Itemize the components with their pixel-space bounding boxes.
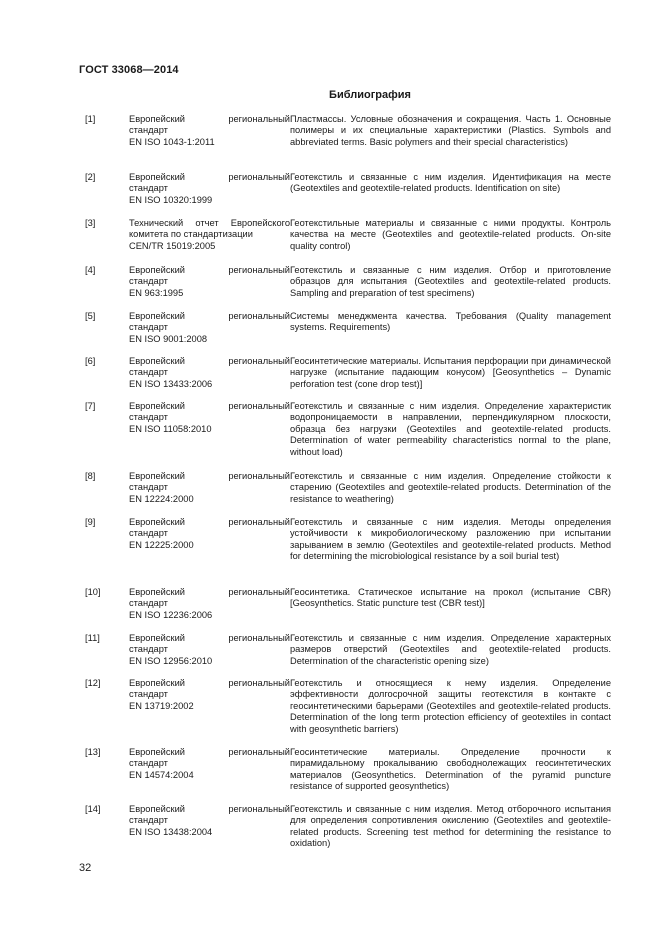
standard-info [129, 401, 290, 471]
standard-info [129, 747, 290, 804]
entry-description: Геотекстиль и относящиеся к нему изделия. Определение эффективности долгосрочной защиты геотекстиля в контакте с геосинтетическими барьерами (Geotextiles and geotextile-related products. Determination of the long term protection efficiency of geotextiles in contact with geosynthetic barriers) [290, 678, 611, 734]
standard-info [129, 356, 290, 401]
bibliography-entry [79, 401, 611, 471]
standard-code: EN 14574:2004 [129, 769, 194, 780]
entry-description: Геотекстиль и связанные с ним изделия. Определение стойкости к старению (Geotextiles and geotextile-related products. Determination of the resistance to weathering) [290, 471, 611, 504]
standard-code: CEN/TR 15019:2005 [129, 240, 216, 251]
standard-type: Европейский региональный стандарт [129, 356, 290, 378]
standard-info [129, 471, 290, 517]
bibliography-entry [79, 471, 611, 517]
standard-info [129, 804, 290, 856]
standard-info [129, 265, 290, 311]
entry-number: [9] [85, 517, 96, 527]
bibliography-list [79, 114, 611, 856]
entry-description: Геосинтетические материалы. Испытания перфорации при динамической нагрузке (испытание падающим конусом) [Geosynthetics – Dynamic perforation test (cone drop test)] [290, 356, 611, 389]
standard-type: Европейский региональный стандарт [129, 678, 290, 700]
entry-description: Геотекстиль и связанные с ним изделия. Определение характеристик водопроницаемости в направлении, перпендикулярном плоскости, образца без нагрузки (Geotextiles and geotextile-related products. Determination of water permeability characteristics normal to the plane, without load) [290, 401, 611, 457]
bibliography-entry [79, 804, 611, 856]
entry-number: [1] [85, 114, 96, 124]
standard-code: EN 12224:2000 [129, 493, 194, 504]
standard-type: Европейский региональный стандарт [129, 311, 290, 333]
standard-code: EN ISO 13438:2004 [129, 826, 213, 837]
standard-info [129, 678, 290, 747]
entry-description: Геотекстиль и связанные с ним изделия. Идентификация на месте (Geotextiles and geotextile-related products. Identification on site) [290, 172, 611, 194]
standard-code: EN ISO 10320:1999 [129, 194, 213, 205]
standard-code: EN 13719:2002 [129, 700, 194, 711]
entry-description: Геотекстиль и связанные с ним изделия. Отбор и приготовление образцов для испытания (Geotextiles and geotextile-related products. Sampling and preparation of test specimens) [290, 265, 611, 298]
standard-code: EN ISO 13433:2006 [129, 378, 213, 389]
entry-number: [3] [85, 218, 96, 228]
bibliography-entry [79, 356, 611, 401]
standard-code: EN ISO 12956:2010 [129, 655, 213, 666]
bibliography-entry [79, 265, 611, 311]
page-number: 32 [79, 862, 92, 874]
standard-info [129, 218, 290, 265]
standard-type: Европейский региональный стандарт [129, 633, 290, 655]
document-id: ГОСТ 33068—2014 [79, 64, 179, 76]
entry-number: [5] [85, 311, 96, 321]
standard-info [129, 633, 290, 678]
entry-number: [4] [85, 265, 96, 275]
entry-description: Геотекстиль и связанные с ним изделия. Определение характерных размеров отверстий (Geotextiles and geotextile-related products. Determination of the characteristic opening size) [290, 633, 611, 666]
bibliography-entry [79, 311, 611, 356]
standard-type: Европейский региональный стандарт [129, 747, 290, 769]
standard-type: Европейский региональный стандарт [129, 471, 290, 493]
standard-code: EN ISO 1043-1:2011 [129, 136, 215, 147]
bibliography-entry [79, 114, 611, 172]
bibliography-entry [79, 747, 611, 804]
entry-description: Системы менеджмента качества. Требования (Quality management systems. Requirements) [290, 311, 611, 333]
entry-number: [11] [85, 633, 100, 643]
entry-description: Геосинтетические материалы. Определение прочности к пирамидальному прокалыванию свободнолежащих геосинтетических материалов (Geosynthetics. Determination of the pyramid puncture resistance of supported geosynthetics) [290, 747, 611, 792]
standard-info [129, 114, 290, 172]
entry-number: [13] [85, 747, 101, 757]
bibliography-entry [79, 678, 611, 747]
standard-type: Европейский региональный стандарт [129, 265, 290, 287]
bibliography-entry [79, 172, 611, 218]
standard-type: Европейский региональный стандарт [129, 587, 290, 609]
standard-code: EN 12225:2000 [129, 539, 194, 550]
standard-type: Технический отчет Европейского комитета по стандартизации [129, 218, 290, 240]
bibliography-entry [79, 517, 611, 587]
standard-info [129, 517, 290, 587]
entry-number: [7] [85, 401, 96, 411]
standard-code: EN ISO 11058:2010 [129, 423, 212, 434]
standard-type: Европейский региональный стандарт [129, 114, 290, 136]
standard-type: Европейский региональный стандарт [129, 517, 290, 539]
standard-type: Европейский региональный стандарт [129, 172, 290, 194]
entry-number: [8] [85, 471, 96, 481]
entry-description: Геосинтетика. Статическое испытание на прокол (испытание CBR) [Geosynthetics. Static puncture test (CBR test)] [290, 587, 611, 609]
bibliography-entry [79, 587, 611, 633]
standard-code: EN ISO 12236:2006 [129, 609, 213, 620]
entry-description: Пластмассы. Условные обозначения и сокращения. Часть 1. Основные полимеры и их специальные характеристики (Plastics. Symbols and abbreviated terms. Basic polymers and their special characteristics) [290, 114, 611, 147]
standard-code: EN ISO 9001:2008 [129, 333, 208, 344]
entry-number: [12] [85, 678, 101, 688]
entry-number: [10] [85, 587, 101, 597]
entry-description: Геотекстиль и связанные с ним изделия. Метод отборочного испытания для определения сопротивления окислению (Geotextiles and geotextile-related products. Screening test method for determining the resistance to oxidation) [290, 804, 611, 849]
standard-info [129, 587, 290, 633]
standard-info [129, 311, 290, 356]
bibliography-entry [79, 633, 611, 678]
standard-type: Европейский региональный стандарт [129, 401, 290, 423]
section-title: Библиография [329, 89, 411, 101]
standard-info [129, 172, 290, 218]
entry-number: [14] [85, 804, 101, 814]
entry-number: [2] [85, 172, 96, 182]
standard-code: EN 963:1995 [129, 287, 184, 298]
standard-type: Европейский региональный стандарт [129, 804, 290, 826]
entry-description: Геотекстильные материалы и связанные с ними продукты. Контроль качества на месте (Geotextiles and geotextile-related products. On-site quality control) [290, 218, 611, 251]
entry-number: [6] [85, 356, 96, 366]
bibliography-entry [79, 218, 611, 265]
entry-description: Геотекстиль и связанные с ним изделия. Методы определения устойчивости к микробиологическому разложению при испытании зарыванием в землю (Geotextiles and geotextile-related products. Method for determining the microbiological resistance by a soil burial test) [290, 517, 611, 562]
